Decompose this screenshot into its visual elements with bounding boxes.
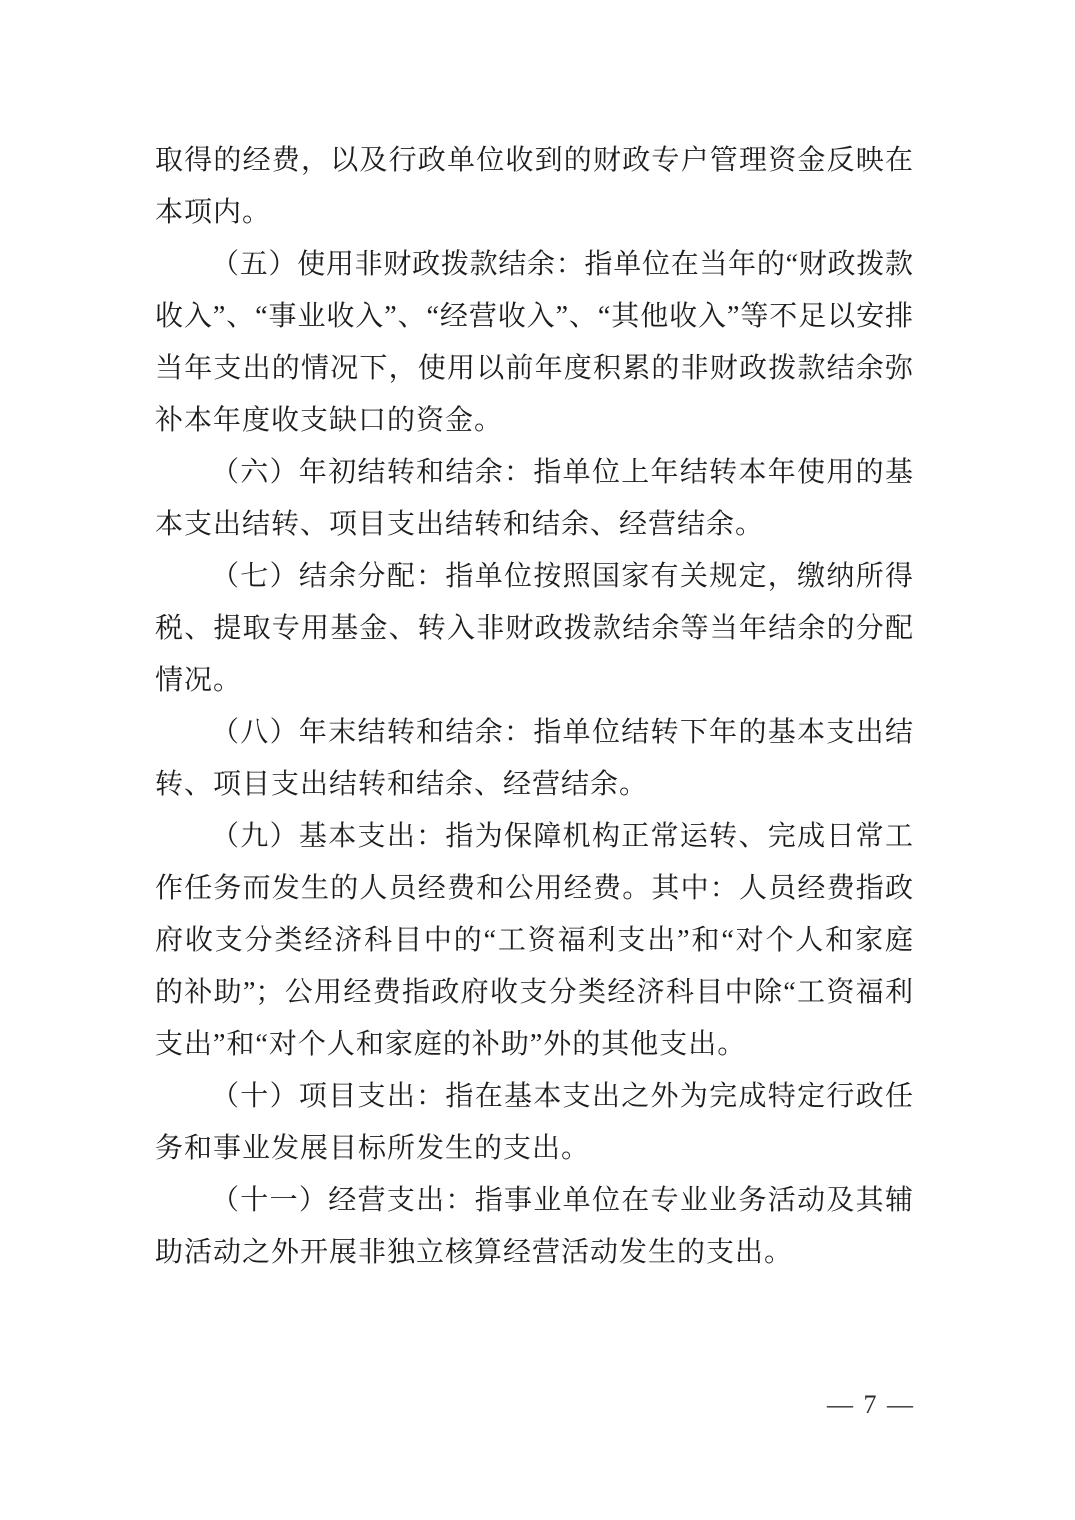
paragraph-item-10 [155, 1071, 913, 1175]
text-line: 取得的经费，以及行政单位收到的财政专户管理资金反映在 [155, 145, 913, 176]
page-number: — 7 — [827, 1390, 915, 1419]
text-line: 补本年度收支缺口的资金。 [155, 405, 504, 436]
text-line: 转、项目支出结转和结余、经营结余。 [155, 769, 649, 800]
text-line: 本支出结转、项目支出结转和结余、经营结余。 [155, 509, 765, 540]
text-line: 本项内。 [155, 197, 272, 228]
text-line: 当年支出的情况下，使用以前年度积累的非财政拨款结余弥 [155, 353, 913, 384]
text-line: （九）基本支出：指为保障机构正常运转、完成日常工 [211, 821, 913, 852]
paragraph-item-5 [155, 239, 913, 447]
text-line: 情况。 [155, 665, 243, 696]
text-line: （八）年末结转和结余：指单位结转下年的基本支出结 [211, 717, 913, 748]
paragraph-item-9 [155, 811, 913, 1071]
paragraph-item-7 [155, 551, 913, 707]
paragraph-continuation [155, 135, 913, 239]
text-line: 税、提取专用基金、转入非财政拨款结余等当年结余的分配 [155, 613, 913, 644]
document-body [155, 135, 913, 1279]
text-line: （七）结余分配：指单位按照国家有关规定，缴纳所得 [211, 561, 913, 592]
paragraph-item-11 [155, 1175, 913, 1279]
paragraph-item-6 [155, 447, 913, 551]
text-line: 收入”、“事业收入”、“经营收入”、“其他收入”等不足以安排 [155, 301, 913, 332]
text-line: （五）使用非财政拨款结余：指单位在当年的“财政拨款 [211, 249, 913, 280]
text-line: 府收支分类经济科目中的“工资福利支出”和“对个人和家庭 [155, 925, 913, 956]
text-line: 务和事业发展目标所发生的支出。 [155, 1133, 591, 1164]
paragraph-item-8 [155, 707, 913, 811]
text-line: （十）项目支出：指在基本支出之外为完成特定行政任 [211, 1081, 913, 1112]
text-line: 作任务而发生的人员经费和公用经费。其中：人员经费指政 [155, 873, 913, 904]
text-line: 助活动之外开展非独立核算经营活动发生的支出。 [155, 1237, 794, 1268]
text-line: 支出”和“对个人和家庭的补助”外的其他支出。 [155, 1029, 747, 1060]
text-line: （六）年初结转和结余：指单位上年结转本年使用的基 [211, 457, 913, 488]
text-line: 的补助”；公用经费指政府收支分类经济科目中除“工资福利 [155, 977, 913, 1008]
text-line: （十一）经营支出：指事业单位在专业业务活动及其辅 [211, 1185, 913, 1216]
